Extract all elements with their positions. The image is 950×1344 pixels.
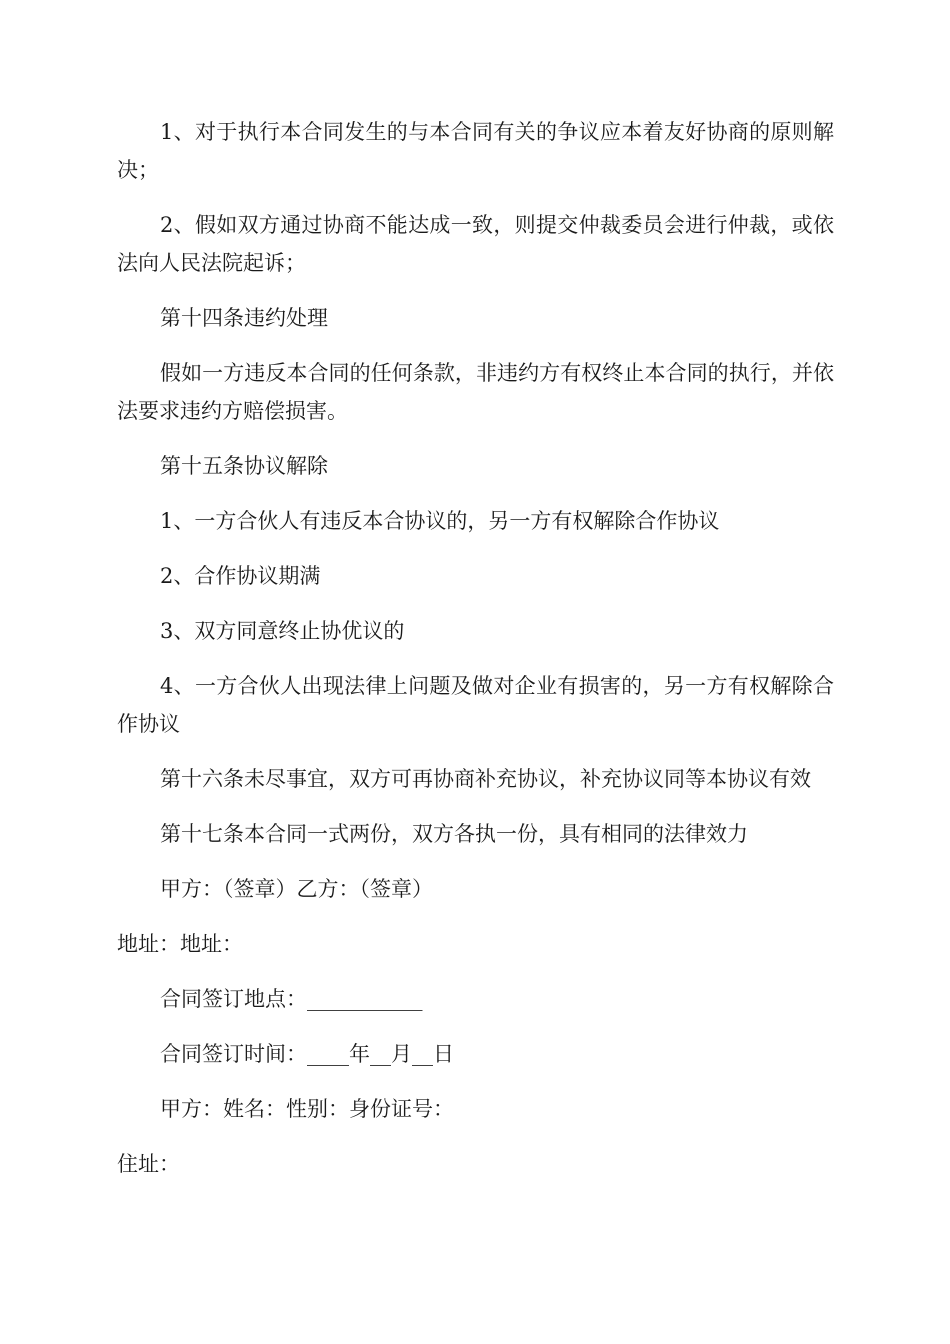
signing-date-line: 合同签订时间：____年__月__日 (160, 1042, 454, 1066)
signature-line: 甲方：（签章）乙方：（签章） (160, 877, 433, 901)
dispute-clause-2: 2、假如双方通过协商不能达成一致，则提交仲裁委员会进行仲裁，或依法向人民法院起诉； (117, 213, 834, 275)
termination-item-2: 2、合作协议期满 (160, 564, 321, 588)
termination-item-3: 3、双方同意终止协优议的 (160, 619, 405, 643)
article-17-text: 第十七条本合同一式两份，双方各执一份，具有相同的法律效力 (160, 822, 748, 846)
article-16-text: 第十六条未尽事宜，双方可再协商补充协议，补充协议同等本协议有效 (160, 767, 811, 791)
article-14-text: 假如一方违反本合同的任何条款，非违约方有权终止本合同的执行，并依法要求违约方赔偿损害。 (117, 361, 834, 423)
article-14-heading: 第十四条违约处理 (160, 306, 328, 330)
dispute-clause-1: 1、对于执行本合同发生的与本合同有关的争议应本着友好协商的原则解决； (117, 120, 834, 182)
signing-place-line: 合同签订地点：___________ (160, 987, 423, 1011)
termination-item-4: 4、一方合伙人出现法律上问题及做对企业有损害的，另一方有权解除合作协议 (117, 674, 834, 736)
residence-line: 住址： (117, 1152, 180, 1176)
address-line: 地址：地址： (117, 932, 243, 956)
termination-item-1: 1、一方合伙人有违反本合协议的，另一方有权解除合作协议 (160, 509, 720, 533)
party-a-identity-line: 甲方：姓名：性别：身份证号： (160, 1097, 454, 1121)
document-page (117, 113, 834, 1200)
article-15-heading: 第十五条协议解除 (160, 454, 328, 478)
